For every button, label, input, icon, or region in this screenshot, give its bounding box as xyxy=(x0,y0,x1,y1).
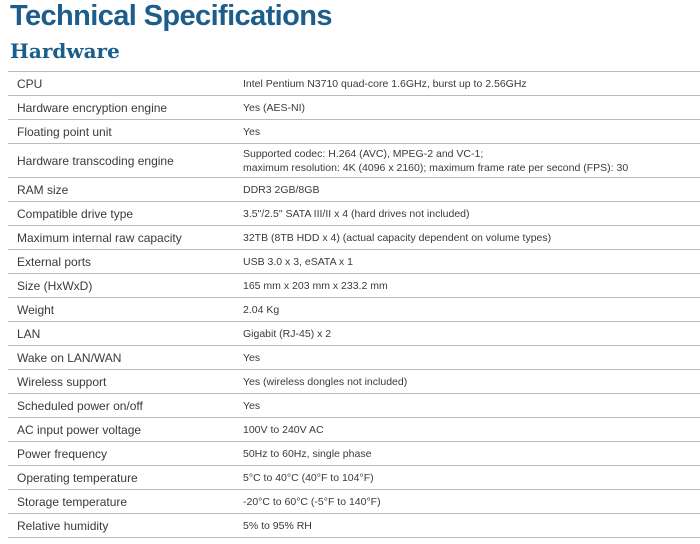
spec-label: CPU xyxy=(17,76,43,91)
table-row xyxy=(8,298,700,322)
table-row xyxy=(8,250,700,274)
spec-value-line: maximum resolution: 4K (4096 x 2160); maximum frame rate per second (FPS): 30 xyxy=(243,161,629,174)
table-row xyxy=(8,346,700,370)
spec-value: DDR3 2GB/8GB xyxy=(243,183,320,196)
spec-label: Compatible drive type xyxy=(17,206,134,221)
spec-value: Yes xyxy=(243,399,261,412)
table-row xyxy=(8,72,700,96)
table-row xyxy=(8,514,700,538)
table-row xyxy=(8,394,700,418)
spec-label: Wireless support xyxy=(17,374,107,389)
table-row xyxy=(8,226,700,250)
spec-value: Yes xyxy=(243,125,261,138)
table-row xyxy=(8,418,700,442)
table-row xyxy=(8,466,700,490)
spec-label: Storage temperature xyxy=(17,494,128,509)
table-row xyxy=(8,178,700,202)
section-title-hardware: Hardware xyxy=(10,39,120,63)
spec-value: USB 3.0 x 3, eSATA x 1 xyxy=(243,255,353,268)
spec-label: Wake on LAN/WAN xyxy=(17,350,122,365)
spec-value: 3.5"/2.5" SATA III/II x 4 (hard drives not included) xyxy=(243,207,470,220)
table-row xyxy=(8,442,700,466)
spec-label: RAM size xyxy=(17,182,69,197)
spec-label: Weight xyxy=(17,302,55,317)
spec-value: Intel Pentium N3710 quad-core 1.6GHz, burst up to 2.56GHz xyxy=(243,77,527,90)
table-row xyxy=(8,120,700,144)
spec-value: 50Hz to 60Hz, single phase xyxy=(243,447,372,460)
spec-label: Operating temperature xyxy=(17,470,138,485)
spec-value: Yes xyxy=(243,351,261,364)
table-row xyxy=(8,202,700,226)
table-row xyxy=(8,370,700,394)
spec-label: AC input power voltage xyxy=(17,422,142,437)
spec-value: 5% to 95% RH xyxy=(243,519,312,532)
spec-label: Relative humidity xyxy=(17,518,109,533)
spec-label: Hardware transcoding engine xyxy=(17,153,174,168)
spec-label: Maximum internal raw capacity xyxy=(17,230,182,245)
spec-label: Hardware encryption engine xyxy=(17,100,168,115)
spec-value: Yes (AES-NI) xyxy=(243,101,306,114)
page-title: Technical Specifications xyxy=(10,0,332,32)
spec-value: 2.04 Kg xyxy=(243,303,280,316)
spec-value: 5°C to 40°C (40°F to 104°F) xyxy=(243,471,374,484)
spec-label: LAN xyxy=(17,326,41,341)
spec-label: Power frequency xyxy=(17,446,108,461)
table-row xyxy=(8,144,700,178)
spec-value: -20°C to 60°C (-5°F to 140°F) xyxy=(243,495,381,508)
spec-label: Size (HxWxD) xyxy=(17,278,93,293)
spec-value xyxy=(235,147,700,175)
table-row xyxy=(8,490,700,514)
spec-value: Gigabit (RJ-45) x 2 xyxy=(243,327,332,340)
spec-label: Scheduled power on/off xyxy=(17,398,143,413)
spec-label: External ports xyxy=(17,254,92,269)
table-row xyxy=(8,96,700,120)
spec-value: Yes (wireless dongles not included) xyxy=(243,375,408,388)
spec-value: 100V to 240V AC xyxy=(243,423,324,436)
table-row xyxy=(8,274,700,298)
spec-value-line: Supported codec: H.264 (AVC), MPEG-2 and VC-1; xyxy=(243,147,484,160)
spec-label: Floating point unit xyxy=(17,124,112,139)
spec-value: 32TB (8TB HDD x 4) (actual capacity dependent on volume types) xyxy=(243,231,552,244)
spec-value: 165 mm x 203 mm x 233.2 mm xyxy=(243,279,388,292)
table-row xyxy=(8,322,700,346)
spec-table xyxy=(8,71,700,538)
